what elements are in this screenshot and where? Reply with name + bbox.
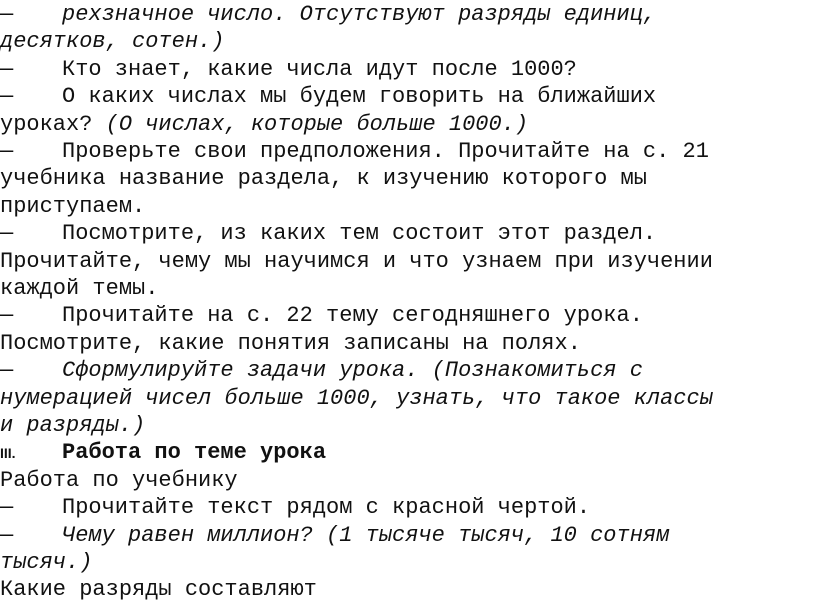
line-italic-text: (О числах, которые больше 1000.) [105, 111, 529, 137]
line-text: Прочитайте, чему мы научимся и что узнаем при изучении [0, 248, 713, 274]
text-line [0, 302, 643, 329]
section-number: III. [0, 445, 16, 462]
section-heading [0, 439, 326, 466]
text-line [0, 576, 317, 603]
text-line [0, 412, 145, 439]
line-text: Посмотрите, из каких тем состоит этот раздел. [62, 221, 657, 247]
text-line [0, 111, 528, 138]
text-line [0, 385, 713, 412]
line-italic-text: Чему равен миллион? (1 тысяче тысяч, 10 сотням [62, 522, 670, 548]
line-text: Проверьте свои предположения. Прочитайте на с. 21 [62, 139, 709, 164]
line-italic-text: и разряды.) [0, 413, 146, 438]
text-line [0, 330, 581, 357]
line-italic-text: Сформулируйте задачи урока. (Познакомиться с [62, 358, 643, 384]
text-line [0, 248, 713, 275]
line-text: Прочитайте на с. 22 тему сегодняшнего урока. [62, 303, 643, 329]
line-text: О каких числах мы будем говорить на ближайших [62, 84, 657, 110]
text-line [0, 549, 92, 576]
line-text: каждой темы. [0, 276, 159, 301]
text-line [0, 275, 158, 302]
text-line [0, 138, 709, 165]
text-line [0, 494, 590, 521]
line-italic-text: десятков, сотен.) [0, 29, 225, 55]
section-title: Работа по теме урока [62, 440, 327, 466]
text-line [0, 522, 669, 549]
bullet-dash: — [0, 2, 14, 27]
bullet-dash: — [0, 56, 14, 82]
line-italic-text: тысяч.) [0, 550, 93, 575]
line-text: Кто знает, какие числа идут после 1000? [62, 56, 577, 82]
line-text: Посмотрите, какие понятия записаны на полях. [0, 330, 581, 356]
bullet-dash: — [0, 221, 14, 247]
text-line [0, 220, 656, 247]
text-line [0, 165, 647, 192]
line-text: Прочитайте текст рядом с красной чертой. [62, 495, 591, 521]
line-text: уроках? [0, 111, 106, 137]
bullet-dash: — [0, 495, 14, 521]
text-line [0, 357, 643, 384]
bullet-dash: — [0, 358, 14, 384]
bullet-dash: — [0, 303, 14, 329]
text-line [0, 193, 145, 220]
line-text: приступаем. [0, 193, 146, 219]
bullet-dash: — [0, 84, 14, 110]
line-italic-text: рехзначное число. Отсутствуют разряды единиц, [62, 2, 657, 27]
subheading: Работа по учебнику [0, 467, 238, 493]
text-line [0, 28, 224, 55]
text-line [0, 56, 577, 83]
bullet-dash: — [0, 522, 14, 548]
text-line [0, 1, 656, 28]
line-text: Какие разряды составляют [0, 577, 317, 603]
line-italic-text: нумерацией чисел больше 1000, узнать, что такое классы [0, 385, 713, 411]
text-line [0, 83, 656, 110]
line-text: учебника название раздела, к изучению которого мы [0, 166, 647, 192]
bullet-dash: — [0, 139, 14, 164]
